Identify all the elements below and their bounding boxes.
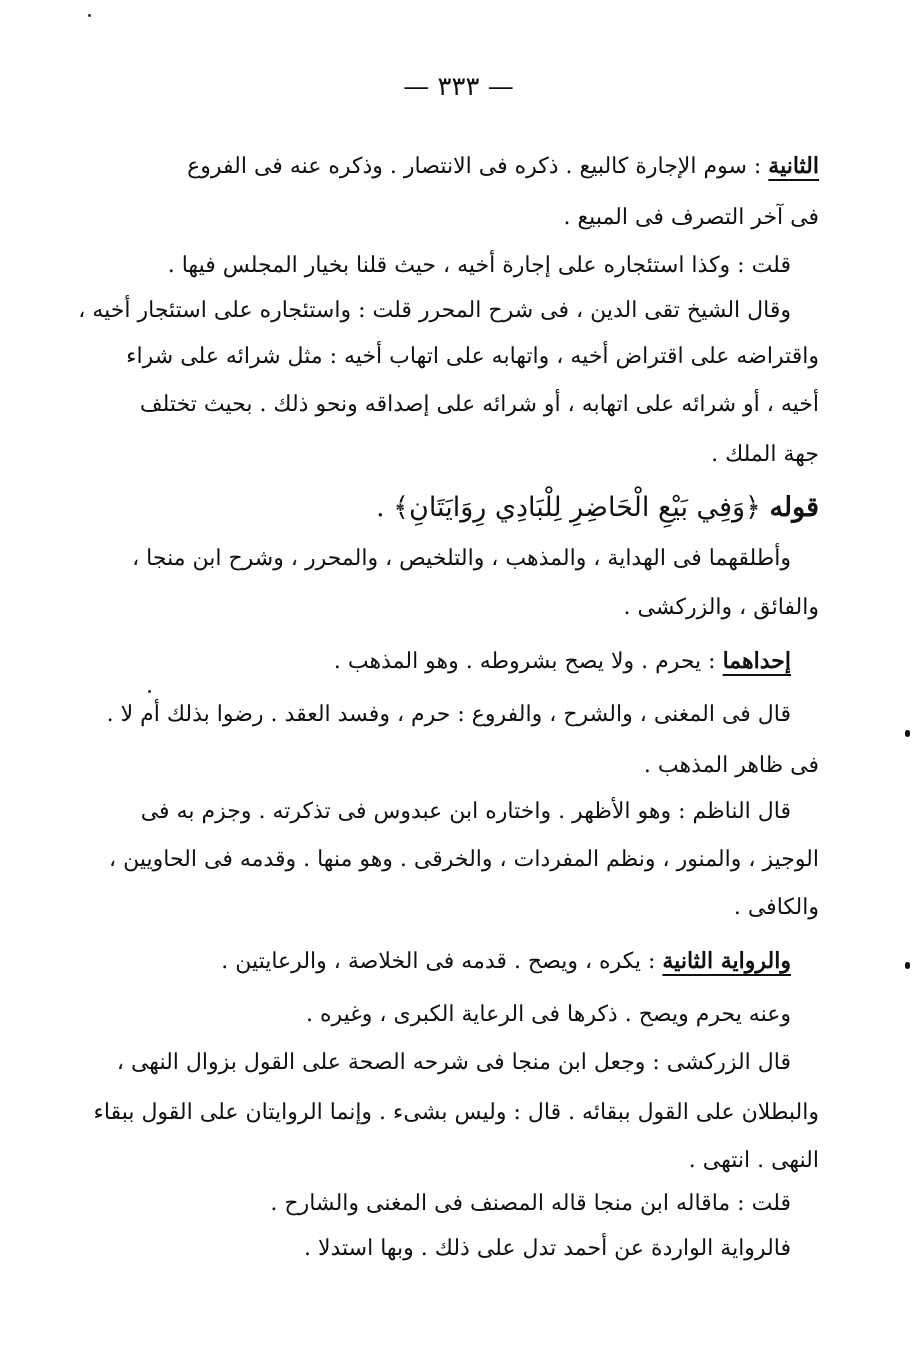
line-text: فى آخر التصرف فى المبيع . (563, 205, 819, 230)
text-line (97, 544, 791, 574)
heading-qawluh: قوله (769, 492, 819, 523)
line-text: وقال الشيخ تقى الدين ، فى شرح المحرر قلت : واستئجاره على استئجار أخيه ، (78, 298, 791, 323)
line-text: : يحرم . ولا يصح بشروطه . وهو المذهب . (333, 649, 723, 674)
text-line (97, 797, 791, 827)
text-line (97, 151, 819, 182)
text-line (97, 751, 819, 781)
text-line (97, 893, 819, 923)
section-lead: إحداهما (722, 648, 791, 674)
text-line (97, 1146, 819, 1176)
text-line (97, 251, 791, 281)
line-text: فالرواية الواردة عن أحمد تدل على ذلك . وبها استدلا . (303, 1236, 791, 1261)
heading-quote: ﴿وَفِي بَيْعِ الْحَاضِرِ لِلْبَادِي رِوَايَتَانِ﴾ . (376, 492, 761, 523)
scan-speck (148, 690, 151, 693)
line-text: قلت : وكذا استئجاره على إجارة أخيه ، حيث قلنا بخيار المجلس فيها . (167, 253, 791, 278)
line-text: النهى . انتهى . (688, 1148, 819, 1173)
text-line (93, 1098, 819, 1128)
text-line (78, 296, 791, 326)
text-line (97, 1234, 791, 1264)
text-line (97, 593, 819, 623)
text-line (97, 1048, 791, 1078)
line-text: وعنه يحرم ويصح . ذكرها فى الرعاية الكبرى ، وغيره . (306, 1002, 791, 1027)
scan-speck (88, 14, 91, 17)
text-line (97, 390, 819, 420)
margin-mark (905, 730, 910, 737)
section-lead: الثانية (768, 153, 819, 179)
line-text: فى ظاهر المذهب . (643, 753, 819, 778)
quoted-heading (97, 490, 819, 526)
text-line (97, 1000, 791, 1030)
line-text: قال الزركشى : وجعل ابن منجا فى شرحه الصحة على القول بزوال النهى ، (116, 1050, 791, 1075)
text-line (97, 342, 819, 372)
text-line (97, 845, 819, 875)
text-line (97, 700, 791, 730)
section-lead: والرواية الثانية (662, 948, 791, 974)
line-text: وأطلقهما فى الهداية ، والمذهب ، والتلخيص ، والمحرر ، وشرح ابن منجا ، (132, 546, 791, 571)
line-text: والبطلان على القول ببقائه . قال : وليس بشىء . وإنما الروايتان على القول ببقاء (93, 1100, 819, 1125)
text-line (97, 440, 819, 470)
line-text: واقتراضه على اقتراض أخيه ، واتهابه على اتهاب أخيه : مثل شرائه على شراء (126, 344, 819, 369)
text-line (97, 946, 791, 977)
line-text: والفائق ، والزركشى . (623, 595, 819, 620)
line-text: قال فى المغنى ، والشرح ، والفروع : حرم ، وفسد العقد . رضوا بذلك أم لا . (106, 702, 791, 727)
text-line (97, 646, 791, 677)
line-text: : سوم الإجارة كالبيع . ذكره فى الانتصار . وذكره عنه فى الفروع (187, 154, 769, 179)
line-text: قلت : ماقاله ابن منجا قاله المصنف فى المغنى والشارح . (270, 1191, 791, 1216)
margin-mark (905, 962, 910, 969)
line-text: جهة الملك . (711, 442, 819, 467)
line-text: : يكره ، ويصح . قدمه فى الخلاصة ، والرعايتين . (221, 949, 663, 974)
text-line (97, 1189, 791, 1219)
line-text: أخيه ، أو شرائه على اتهابه ، أو شرائه على إصداقه ونحو ذلك . بحيث تختلف (139, 392, 819, 417)
line-text: الوجيز ، والمنور ، ونظم المفردات ، والخرقى . وهو منها . وقدمه فى الحاويين ، (109, 847, 819, 872)
page-number: — ٣٣٣ — (403, 72, 514, 102)
line-text: والكافى . (733, 895, 819, 920)
line-text: قال الناظم : وهو الأظهر . واختاره ابن عبدوس فى تذكرته . وجزم به فى (140, 799, 791, 824)
text-line (97, 203, 819, 233)
